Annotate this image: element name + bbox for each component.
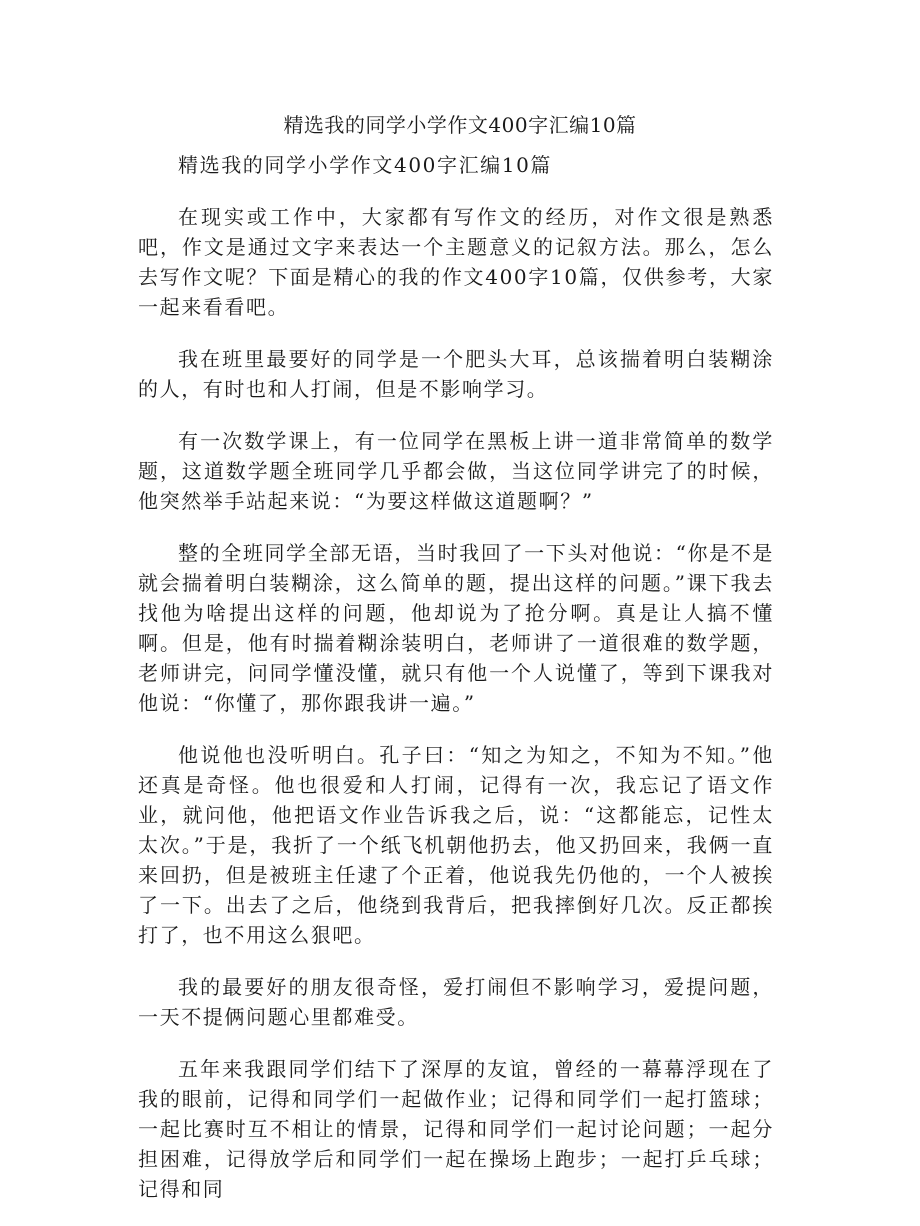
intro-paragraph: 在现实或工作中，大家都有写作文的经历，对作文很是熟悉吧，作文是通过文字来表达一个主题意义的记叙方法。那么，怎么去写作文呢？下面是精心的我的作文400字10篇，仅供参考，大家一起来看看吧。 [138, 205, 774, 319]
body-paragraph: 他说他也没听明白。孔子曰：“知之为知之，不知为不知。”他还真是奇怪。他也很爱和人打闹，记得有一次，我忘记了语文作业，就问他，他把语文作业告诉我之后，说：“这都能忘，记性太太次。”于是，我折了一个纸飞机朝他扔去，他又扔回来，我俩一直来回扔，但是被班主任逮了个正着，他说我先仍他的，一个人被挨了一下。出去了之后，他绕到我背后，把我摔倒好几次。反正都挨打了，也不用这么狠吧。 [138, 743, 774, 947]
subtitle-paragraph: 精选我的同学小学作文400字汇编10篇 [178, 153, 553, 177]
body-paragraph: 整的全班同学全部无语，当时我回了一下头对他说：“你是不是就会揣着明白装糊涂，这么简单的题，提出这样的问题。”课下我去找他为啥提出这样的问题，他却说为了抢分啊。真是让人搞不懂啊。但是，他有时揣着糊涂装明白，老师讲了一道很难的数学题，老师讲完，问同学懂没懂，就只有他一个人说懂了，等到下课我对他说：“你懂了，那你跟我讲一遍。” [138, 541, 774, 715]
document-title: 精选我的同学小学作文400字汇编10篇 [283, 113, 637, 137]
body-paragraph: 我的最要好的朋友很奇怪，爱打闹但不影响学习，爱提问题，一天不提俩问题心里都难受。 [138, 975, 774, 1029]
body-paragraph: 我在班里最要好的同学是一个肥头大耳，总该揣着明白装糊涂的人，有时也和人打闹，但是不影响学习。 [138, 347, 774, 401]
body-paragraph: 有一次数学课上，有一位同学在黑板上讲一道非常简单的数学题，这道数学题全班同学几乎都会做，当这位同学讲完了的时候，他突然举手站起来说：“为要这样做这道题啊？” [138, 429, 774, 513]
body-paragraph: 五年来我跟同学们结下了深厚的友谊，曾经的一幕幕浮现在了我的眼前，记得和同学们一起做作业；记得和同学们一起打篮球；一起比赛时互不相让的情景，记得和同学们一起讨论问题；一起分担困难，记得放学后和同学们一起在操场上跑步；一起打乒乓球；记得和同 [138, 1057, 774, 1201]
document-body [138, 150, 774, 1226]
